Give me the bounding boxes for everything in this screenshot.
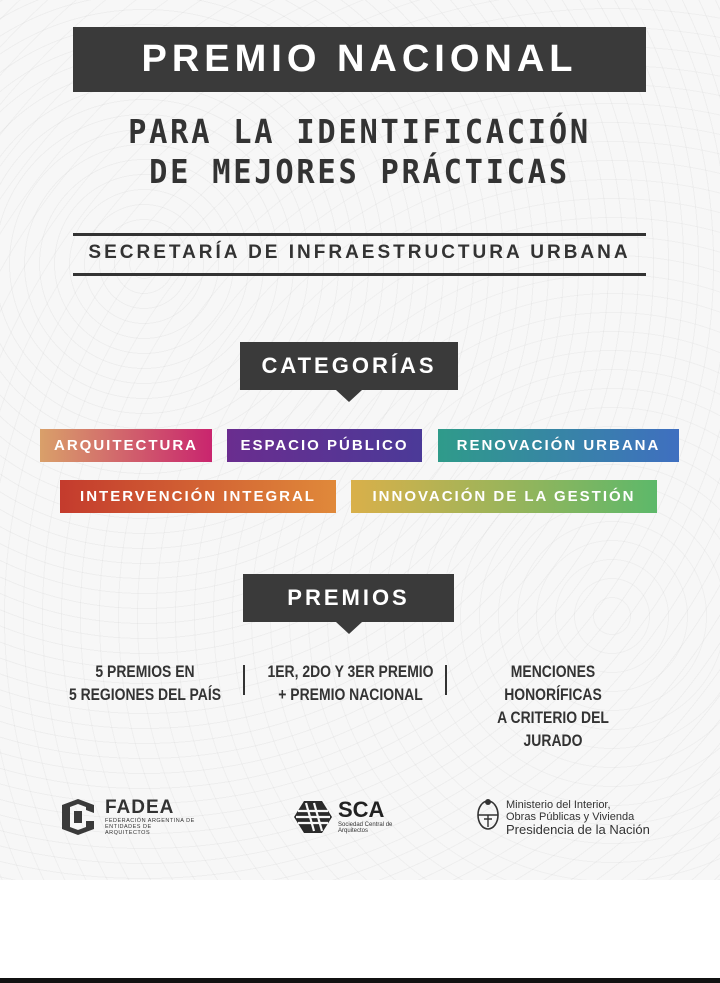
prize-honorable-line1: MENCIONES HONORÍFICAS bbox=[504, 662, 602, 704]
sca-name: SCA bbox=[338, 797, 385, 822]
prize-regions-line1: 5 PREMIOS EN bbox=[95, 662, 195, 681]
ministerio-logo bbox=[476, 797, 676, 841]
fadea-logo bbox=[58, 795, 198, 839]
categorias-heading: CATEGORÍAS bbox=[240, 342, 458, 390]
fadea-logo-icon bbox=[58, 797, 98, 837]
prize-regions-line2: 5 REGIONES DEL PAÍS bbox=[68, 685, 222, 704]
sca-subtitle: Sociedad Central de Arquitectos bbox=[338, 822, 393, 834]
category-arquitectura: ARQUITECTURA bbox=[40, 429, 212, 462]
ministerio-line1: Ministerio del Interior, bbox=[506, 799, 611, 811]
ministerio-line3: Presidencia de la Nación bbox=[506, 822, 650, 837]
sca-logo-icon bbox=[292, 797, 334, 837]
prize-honorable bbox=[467, 660, 639, 752]
prize-separator bbox=[445, 665, 447, 695]
premios-heading: PREMIOS bbox=[243, 574, 454, 622]
divider-bottom bbox=[73, 273, 646, 276]
prize-ranking-line1: 1ER, 2DO Y 3ER PREMIO bbox=[267, 662, 434, 681]
escudo-icon bbox=[476, 797, 500, 833]
prize-honorable-line2: A CRITERIO DEL JURADO bbox=[497, 708, 609, 750]
fadea-subtitle: FEDERACIÓN ARGENTINA DE ENTIDADES DE ARQUITECTOS bbox=[105, 818, 195, 836]
prize-ranking bbox=[258, 660, 443, 706]
category-espacio-publico: ESPACIO PÚBLICO bbox=[227, 429, 422, 462]
prize-separator bbox=[243, 665, 245, 695]
divider-top bbox=[73, 233, 646, 236]
ministerio-line2: Obras Públicas y Vivienda bbox=[506, 811, 635, 823]
category-innovacion-gestion: INNOVACIÓN DE LA GESTIÓN bbox=[351, 480, 657, 513]
secretaria-label: SECRETARÍA DE INFRAESTRUCTURA URBANA bbox=[88, 242, 631, 263]
prize-regions bbox=[59, 660, 231, 706]
fadea-name: FADEA bbox=[105, 797, 175, 818]
category-renovacion-urbana: RENOVACIÓN URBANA bbox=[438, 429, 679, 462]
subtitle-line-2: DE MEJORES PRÁCTICAS bbox=[149, 152, 570, 191]
prize-ranking-line2: + PREMIO NACIONAL bbox=[278, 685, 423, 704]
category-intervencion-integral: INTERVENCIÓN INTEGRAL bbox=[60, 480, 336, 513]
sca-logo bbox=[292, 797, 402, 841]
page-title: PREMIO NACIONAL bbox=[73, 27, 646, 92]
subtitle-line-1: PARA LA IDENTIFICACIÓN bbox=[128, 112, 591, 151]
bottom-edge-line bbox=[0, 978, 720, 983]
